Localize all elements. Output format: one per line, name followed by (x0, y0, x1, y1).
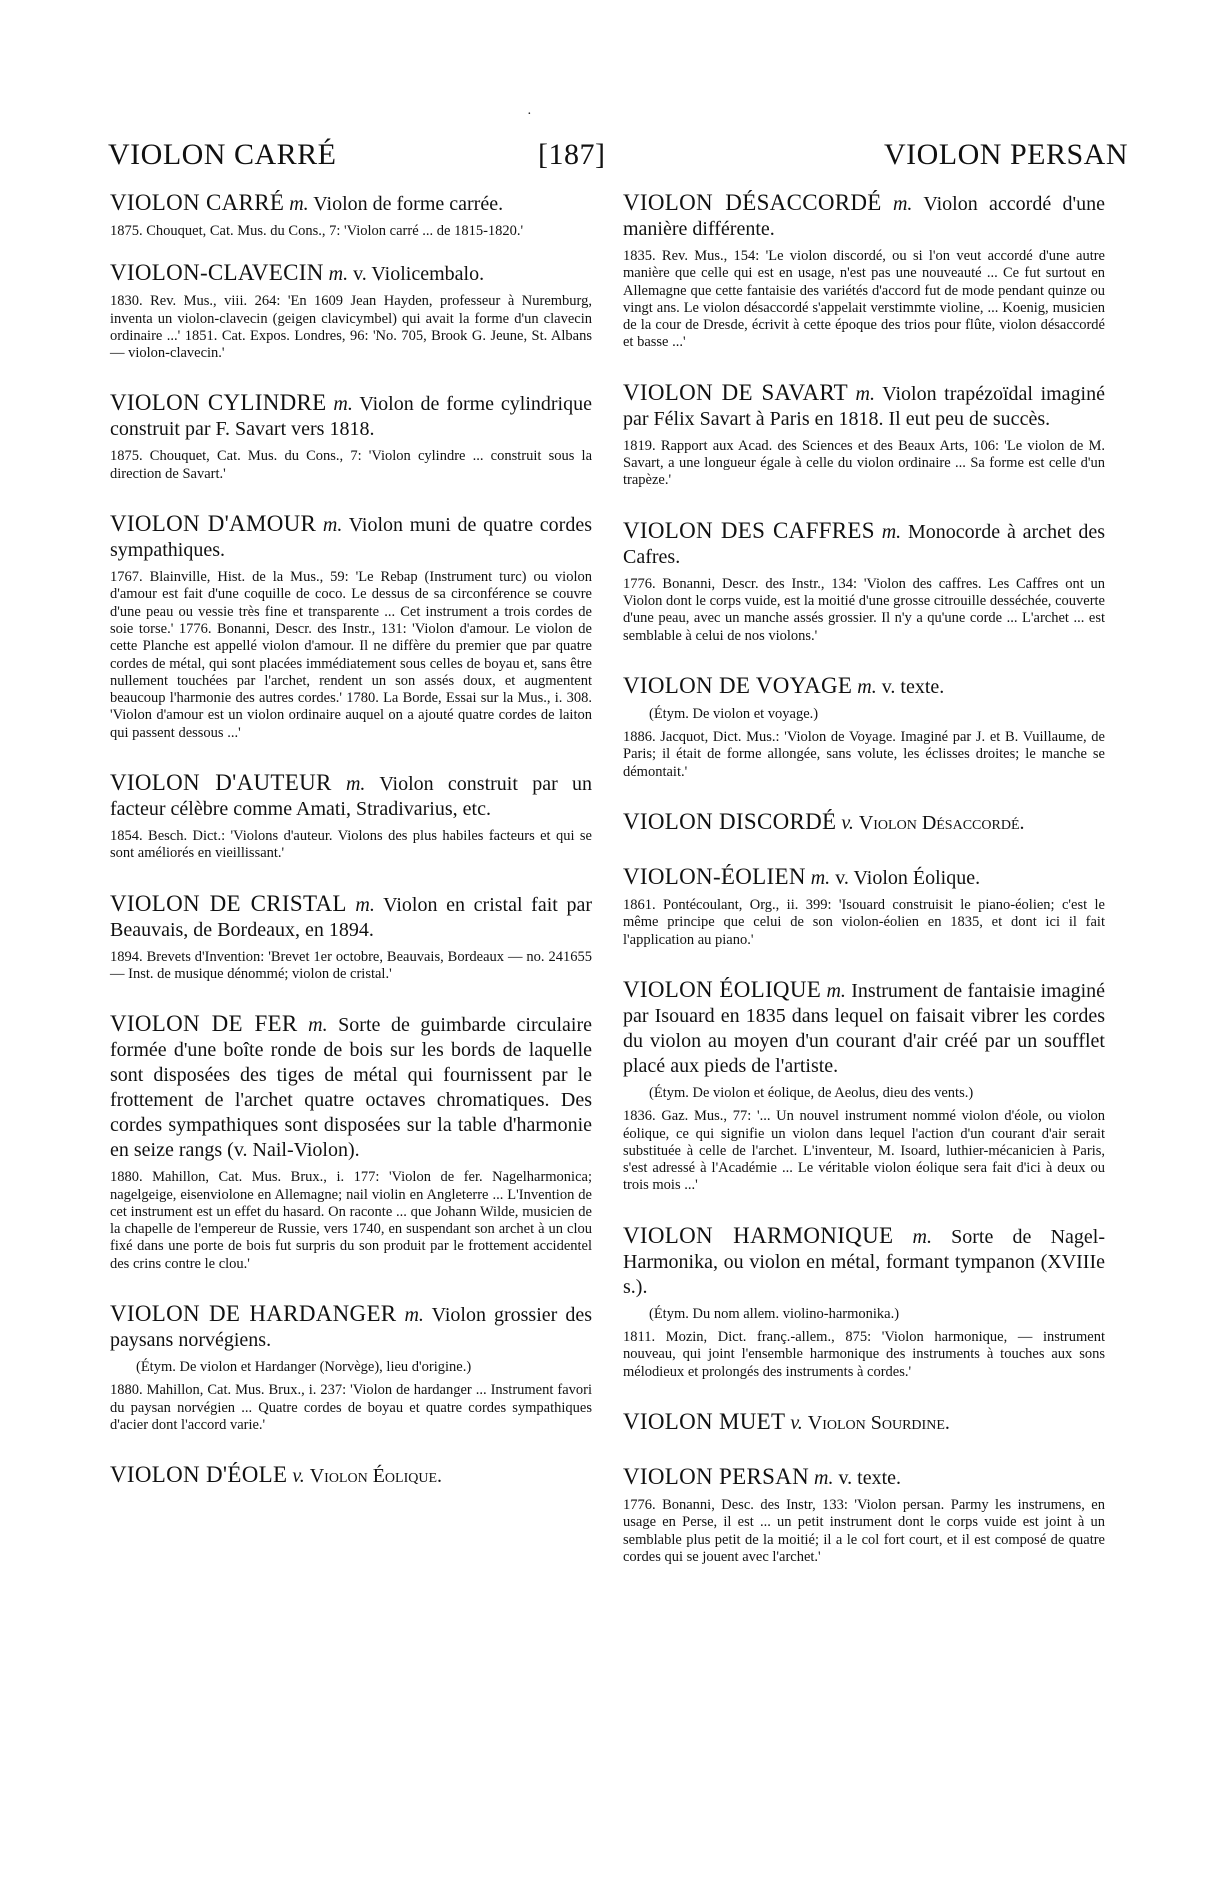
headword: VIOLON DE SAVART (623, 379, 848, 405)
citation: 1776. Bonanni, Desc. des Instr, 133: 'Violon persan. Parmy les instrumens, en usage en Perse, il est ... un petit instrument dont le corps vuide est joint à un semblable plus petit de la moitié; il a le col fort court, et il est composé de quatre cordes qui se jouent avec l'archet.' (623, 1496, 1105, 1565)
dictionary-entry (623, 864, 1105, 949)
citation: 1854. Besch. Dict.: 'Violons d'auteur. Violons des plus habiles facteurs et qui se sont améliorés en vieillissant.' (110, 828, 592, 862)
definition: Monocorde à archet des Cafres. (623, 520, 1106, 568)
page-number: [187] (538, 138, 606, 171)
dictionary-entry (623, 977, 1105, 1195)
headword: VIOLON-ÉOLIEN (623, 864, 806, 890)
definition: Violon trapézoïdal imaginé par Félix Savart à Paris en 1818. Il eut peu de succès. (623, 382, 1105, 430)
definition: Violon muni de quatre cordes sympathiques. (110, 514, 593, 562)
headword: VIOLON DE VOYAGE (623, 672, 853, 698)
part-of-speech: m. (855, 382, 875, 405)
top-dot: · (527, 107, 532, 122)
headword: VIOLON D'ÉOLE (110, 1462, 288, 1488)
dictionary-entry (623, 809, 1105, 836)
citation: 1830. Rev. Mus., viii. 264: 'En 1609 Jean Hayden, professeur à Nuremburg, inventa un violon-clavecin (geigen clavicymbel) qui avait la forme d'un clavecin ordinaire ...' 1851. Cat. Expos. Londres, 96: 'No. 705, Brook G. Jeune, St. Albans — violon-clavecin.' (110, 293, 592, 362)
etymology: (Étym. De violon et voyage.) (649, 705, 819, 722)
etymology: (Étym. Du nom allem. violino-harmonika.) (649, 1305, 900, 1322)
headword: VIOLON MUET (623, 1408, 786, 1434)
definition: Violon accordé d'une manière différente. (623, 193, 1105, 240)
part-of-speech: m. (308, 1014, 328, 1037)
headword: VIOLON HARMONIQUE (623, 1222, 894, 1248)
dictionary-entry (110, 190, 592, 240)
etymology: (Étym. De violon et éolique, de Aeolus, dieu des vents.) (649, 1084, 974, 1101)
dictionary-entry (623, 1409, 1105, 1436)
part-of-speech: v. (841, 812, 854, 835)
definition: v. texte. (838, 1466, 902, 1489)
citation: 1880. Mahillon, Cat. Mus. Brux., i. 177: 'Violon de fer. Nagelharmonica; nagelgeige, eisenviolone en Allemagne; nail violin en Angleterre ... L'Invention de cet instrument est un effet du hasard. On raconte ... que Johann Wilde, musicien de la chapelle de l'empereur de Russie, vers 1740, en suspendant son archet à un clou fixé dans une porte de bois fut surpris du son produit par le frottement accidentel des crins contre le clou.' (110, 1169, 592, 1272)
left-column (110, 190, 592, 1509)
definition: v. Violon Éolique. (835, 867, 981, 890)
headword: VIOLON-CLAVECIN (110, 260, 324, 286)
dictionary-entry (110, 891, 592, 984)
definition: Violon de forme cylindrique construit par F. Savart vers 1818. (110, 393, 592, 441)
headword: VIOLON DE CRISTAL (110, 890, 347, 916)
definition: Sorte de guimbarde circulaire formée d'une boîte ronde de bois sur les bords de laquelle sont disposées des tiges de métal qui fournissent par le frottement de l'archet quatre octaves chromatiques. Des cordes sympathiques sont disposées sur la table d'harmonie en seize rangs (v. Nail-Violon). (110, 1014, 593, 1162)
part-of-speech: m. (322, 514, 343, 537)
citation: 1894. Brevets d'Invention: 'Brevet 1er octobre, Beauvais, Bordeaux — no. 241655 — Inst. de musique dénommé; violon de cristal.' (110, 948, 592, 982)
dictionary-entry (110, 770, 592, 863)
dictionary-entry (623, 1464, 1105, 1566)
right-column (623, 190, 1105, 1586)
part-of-speech: m. (333, 393, 353, 416)
cross-reference: Violon Éolique. (309, 1465, 443, 1488)
part-of-speech: m. (289, 193, 309, 215)
citation: 1886. Jacquot, Dict. Mus.: 'Violon de Voyage. Imaginé par J. et B. Vuillaume, de Paris; il était de forme allongée, sans volute, les éclisses droites; le manche se démontait.' (623, 729, 1105, 780)
definition: Violon construit par un facteur célèbre comme Amati, Stradivarius, etc. (110, 773, 592, 821)
citation: 1880. Mahillon, Cat. Mus. Brux., i. 237: 'Violon de hardanger ... Instrument favori du paysan norvégien ... Quatre cordes de boyau et quatre cordes sympathiques d'acier dont l'accord varie.' (110, 1382, 592, 1433)
headword: VIOLON DE HARDANGER (110, 1301, 397, 1327)
part-of-speech: m. (345, 773, 366, 796)
part-of-speech: m. (857, 675, 877, 698)
dictionary-entry (110, 1462, 592, 1489)
definition: Violon grossier des paysans norvégiens. (110, 1304, 592, 1352)
running-head-right: VIOLON PERSAN (883, 138, 1128, 171)
definition: Instrument de fantaisie imaginé par Isouard en 1835 dans lequel on faisait vibrer les cordes du violon au moyen d'un courant d'air créé par un soufflet placé aux pieds de l'artiste. (623, 979, 1106, 1077)
citation: 1819. Rapport aux Acad. des Sciences et des Beaux Arts, 106: 'Le violon de M. Savart, a une longueur égale à celle du violon ordinaire ... Sa forme est celle d'un trapèze.' (623, 437, 1105, 489)
part-of-speech: m. (912, 1225, 932, 1248)
dictionary-entry (110, 511, 592, 742)
headword: VIOLON CYLINDRE (110, 390, 327, 416)
citation: 1875. Chouquet, Cat. Mus. du Cons., 7: 'Violon cylindre ... construit sous la direction de Savart.' (110, 448, 592, 482)
running-head-left: VIOLON CARRÉ (108, 138, 337, 171)
citation: 1861. Pontécoulant, Org., ii. 399: 'Isouard construisit le piano-éolien; c'est le même principe que celui de son violon-éolien en 1835, et dont ici il fait l'application au piano.' (623, 897, 1105, 948)
part-of-speech: m. (826, 979, 846, 1002)
headword: VIOLON DE FER (110, 1011, 298, 1037)
cross-reference: Violon Désaccordé. (858, 812, 1025, 835)
definition: Sorte de Nagel-Harmonika, ou violon en métal, formant tympanon (XVIIIe s.). (623, 1225, 1105, 1298)
headword: VIOLON PERSAN (623, 1463, 809, 1489)
dictionary-entry (623, 190, 1105, 352)
citation: 1835. Rev. Mus., 154: 'Le violon discordé, ou si l'on veut accordé d'une autre manière que celle qui est en usage, n'est pas une nouveauté ... Ce fut surtout en Allemagne que cette fantaisie des variétés d'accord fut de mode pendant quinze ou vingt ans. Le violon désaccordé s'appelait verstimmte violine, ... Koenig, musicien de la cour de Dresde, écrivit à cette époque des trios pour flûte, violon désaccordé et basse ...' (623, 248, 1105, 351)
headword: VIOLON D'AUTEUR (110, 770, 332, 796)
part-of-speech: m. (328, 263, 349, 286)
citation: 1811. Mozin, Dict. franç.-allem., 875: 'Violon harmonique, — instrument nouveau, qui joint l'ensemble harmonique des instruments à touches aux sons mélodieux et prolongés des instruments à cordes.' (623, 1329, 1105, 1380)
dictionary-entry (110, 1011, 592, 1273)
dictionary-entry (110, 260, 592, 362)
definition: v. Violicembalo. (353, 263, 485, 286)
headword: VIOLON DÉSACCORDÉ (623, 190, 882, 215)
dictionary-entry (623, 380, 1105, 490)
running-head (108, 138, 1128, 178)
citation: 1875. Chouquet, Cat. Mus. du Cons., 7: 'Violon carré ... de 1815-1820.' (110, 223, 524, 239)
part-of-speech: m. (892, 193, 913, 215)
part-of-speech: v. (790, 1411, 803, 1434)
dictionary-entry (110, 390, 592, 483)
definition: Violon de forme carrée. (313, 193, 504, 215)
headword: VIOLON CARRÉ (110, 190, 285, 215)
cross-reference: Violon Sourdine. (807, 1411, 950, 1434)
headword: VIOLON DES CAFFRES (623, 517, 875, 543)
part-of-speech: m. (404, 1304, 424, 1327)
part-of-speech: m. (355, 893, 375, 916)
part-of-speech: m. (814, 1466, 834, 1489)
headword: VIOLON D'AMOUR (110, 511, 317, 537)
dictionary-entry (623, 518, 1105, 645)
part-of-speech: v. (292, 1465, 305, 1488)
headword: VIOLON DISCORDÉ (623, 809, 837, 835)
etymology: (Étym. De violon et Hardanger (Norvège), lieu d'origine.) (136, 1359, 472, 1376)
headword: VIOLON ÉOLIQUE (623, 976, 822, 1002)
part-of-speech: m. (810, 867, 831, 890)
citation: 1767. Blainville, Hist. de la Mus., 59: 'Le Rebap (Instrument turc) ou violon d'amour est fait d'une coquille de coco. Le dessus de sa circonférence se couvre d'une peau ou vessie très fine et transparente ... Cet instrument a trois cordes de soie torse.' 1776. Bonanni, Descr. des Instr., 131: 'Violon d'amour. Le violon de cette Planche est appellé violon d'amour. Il ne diffère du premier que par quatre cordes de métal, qui sont placées immédiatement sous celles de boyau et, sans être nullement touchées par l'archet, rendent un son assés doux, et augmentent beaucoup l'harmonie des autres cordes.' 1780. La Borde, Essai sur la Mus., i. 308. 'Violon d'amour est un violon ordinaire auquel on a ajouté quatre cordes de laiton qui passent dessous ...' (110, 569, 592, 741)
dictionary-entry (623, 673, 1105, 781)
dictionary-entry (623, 1223, 1105, 1381)
dictionary-entry (110, 1301, 592, 1434)
definition: v. texte. (881, 675, 945, 698)
citation: 1836. Gaz. Mus., 77: '... Un nouvel instrument nommé violon d'éole, ou violon éolique, ce qui signifie un violon dans lequel l'action d'un courant d'air serait substituée à celle de l'archet. L'inventeur, M. Isoard, luthier-mécanicien à Paris, s'est adressé à l'Académie ... Le véritable violon éolique sera fait d'ici à deux ou trois mois ...' (623, 1108, 1105, 1194)
definition: Violon en cristal fait par Beauvais, de Bordeaux, en 1894. (110, 893, 593, 941)
part-of-speech: m. (881, 520, 902, 543)
citation: 1776. Bonanni, Descr. des Instr., 134: 'Violon des caffres. Les Caffres ont un Violon dont le corps vuide, est la moitié d'une grosse citrouille desséchée, couverte d'une peau, avec un manche assés grossier. Il n'y a qu'une corde ... L'archet ... est semblable à celui de nos violons.' (623, 575, 1105, 644)
